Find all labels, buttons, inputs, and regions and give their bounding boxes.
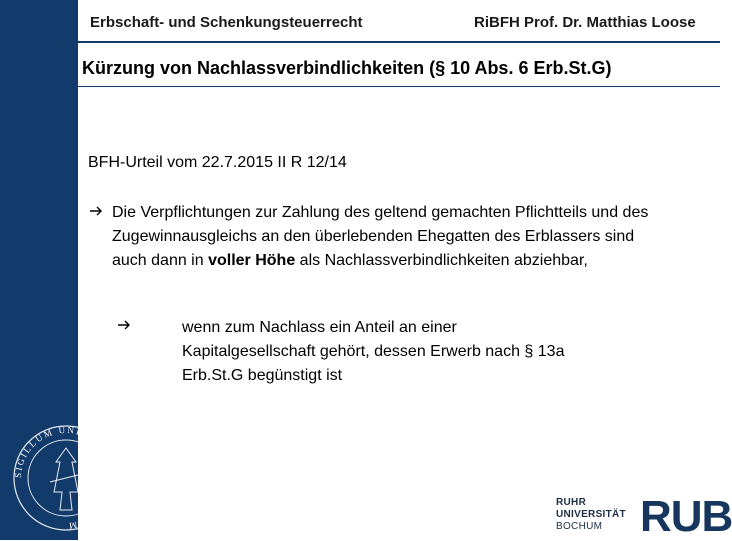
arrow-right-icon — [89, 204, 103, 221]
slide-title: Kürzung von Nachlassverbindlichkeiten (§ 10 Abs. 6 Erb.St.G) — [82, 58, 612, 78]
arrow-right-icon — [117, 318, 131, 335]
ruling-reference: BFH-Urteil vom 22.7.2015 II R 12/14 — [88, 154, 347, 171]
header-divider — [78, 41, 720, 43]
header-course-title: Erbschaft- und Schenkungsteuerrecht — [90, 14, 363, 31]
header-author: RiBFH Prof. Dr. Matthias Loose — [474, 14, 696, 31]
condition-statement: wenn zum Nachlass ein Anteil an einer Kapitalgesellschaft gehört, dessen Erwerb nach § 13a Erb.St.G begünstigt ist — [182, 319, 565, 384]
seal-lettering: SIGILLUM UNIVERSITATIS BOCHUM — [12, 424, 120, 532]
title-divider — [78, 86, 720, 87]
main-statement-part1: Die Verpflichtungen zur Zahlung des geltend gemachten Pflichtteils und des Zugewinnausgleichs an den überlebenden Ehegatten des Erblassers sind auch dann in — [112, 204, 649, 269]
rub-logo: RUB — [640, 492, 732, 541]
university-name-line1: RUHR — [556, 497, 587, 508]
university-name-line3: BOCHUM — [556, 521, 603, 532]
university-name-line2: UNIVERSITÄT — [556, 509, 626, 520]
main-statement-emphasis: voller Höhe — [208, 252, 296, 269]
main-statement — [112, 201, 672, 273]
main-statement-part2: als Nachlassverbindlichkeiten abziehbar, — [295, 252, 588, 269]
university-seal-icon — [10, 422, 122, 534]
university-name — [556, 497, 626, 533]
